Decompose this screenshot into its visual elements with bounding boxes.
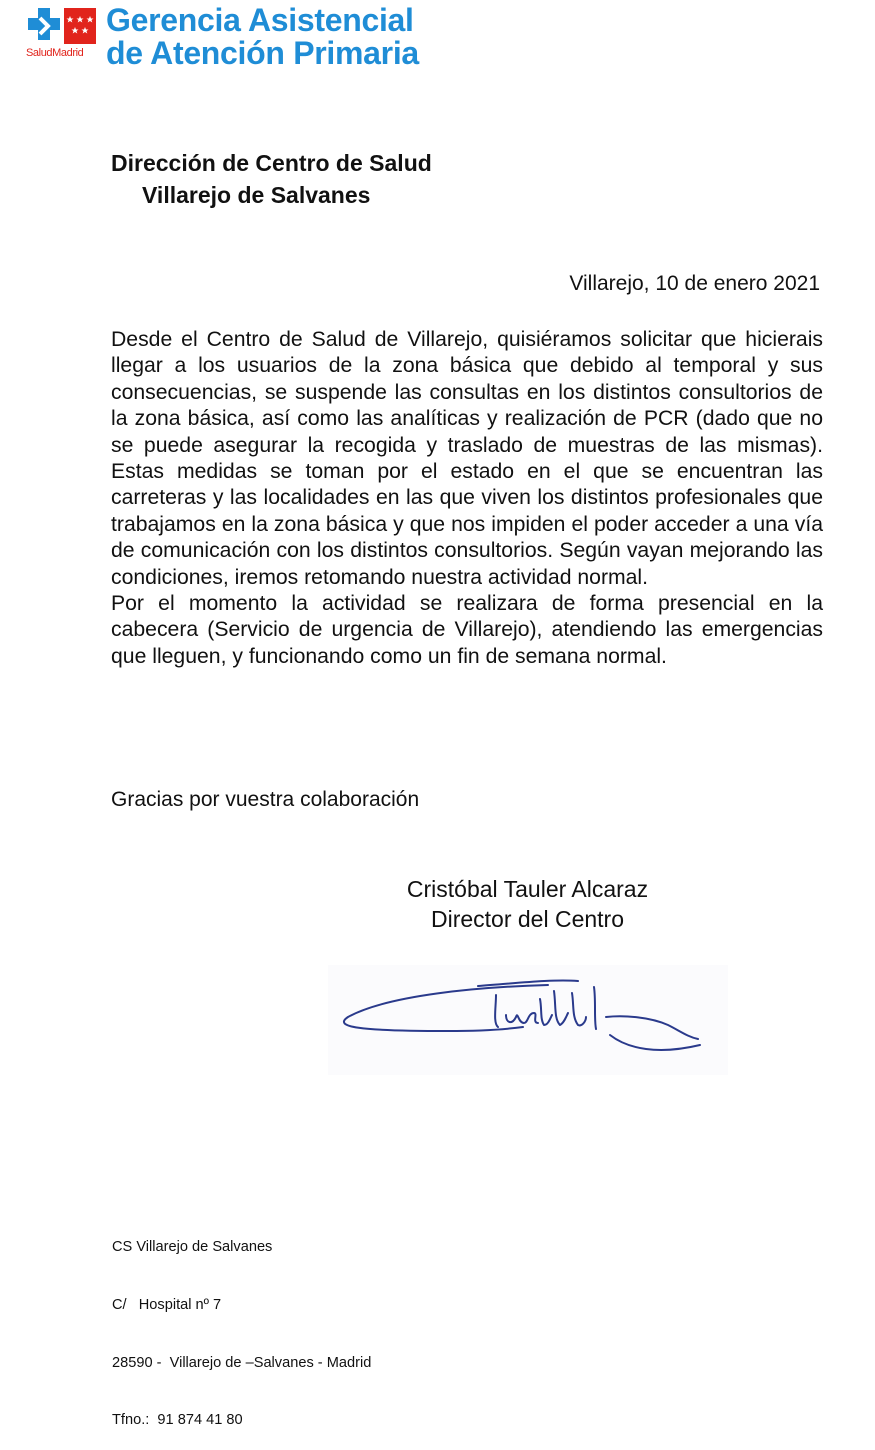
salud-madrid-emblem [26, 6, 98, 66]
body-paragraph-1: Desde el Centro de Salud de Villarejo, quisiéramos solicitar que hicierais llegar a los usuarios de la zona básica que debido al temporal y sus consecuencias, se suspende las consultas en los distintos consultorios de la zona básica, así como las analíticas y realización de PCR (dado que no se puede asegurar la recogida y traslado de muestras de las mismas). Estas medidas se toman por el estado en el que se encuentran las carreteras y las localidades en las que viven los distintos profesionales que trabajamos en la zona básica y que nos impiden el poder acceder a una vía de comunicación con los distintos consultorios. Según vayan mejorando las condiciones, iremos retomando nuestra actividad normal. [111, 328, 823, 589]
body-paragraph-2: Por el momento la actividad se realizara de forma presencial en la cabecera (Servicio de urgencia de Villarejo), atendiendo las emergencias que lleguen, y funcionando como un fin de semana normal. [111, 592, 823, 668]
letter-date: Villarejo, 10 de enero 2021 [569, 272, 820, 295]
heading-line-1: Dirección de Centro de Salud [111, 150, 432, 176]
madrid-flag-icon [64, 8, 96, 44]
organization-title [106, 4, 419, 70]
letter-body [111, 327, 823, 670]
footer-line-4: Tfno.: 91 874 41 80 [112, 1412, 243, 1429]
brand-part-2: Madrid [52, 47, 84, 59]
signer-name: Cristóbal Tauler Alcaraz [406, 876, 649, 902]
letterhead-logo [26, 2, 446, 71]
brand-part-1: Salud [26, 47, 53, 59]
organization-title-line-1: Gerencia Asistencial [106, 2, 414, 38]
organization-title-line-2: de Atención Primaria [106, 35, 419, 71]
footer-address [112, 1200, 371, 1450]
footer-line-2: C/ Hospital nº 7 [112, 1297, 222, 1314]
footer-line-3: 28590 - Villarejo de –Salvanes - Madrid [112, 1354, 372, 1371]
footer-line-1: CS Villarejo de Salvanes [112, 1239, 273, 1256]
closing-line: Gracias por vuestra colaboración [111, 788, 420, 811]
brand-name [26, 47, 83, 59]
signer-role: Director del Centro [430, 906, 625, 932]
handwritten-signature [328, 965, 728, 1075]
medical-cross-icon [26, 6, 62, 44]
heading-line-2: Villarejo de Salvanes [142, 182, 371, 208]
